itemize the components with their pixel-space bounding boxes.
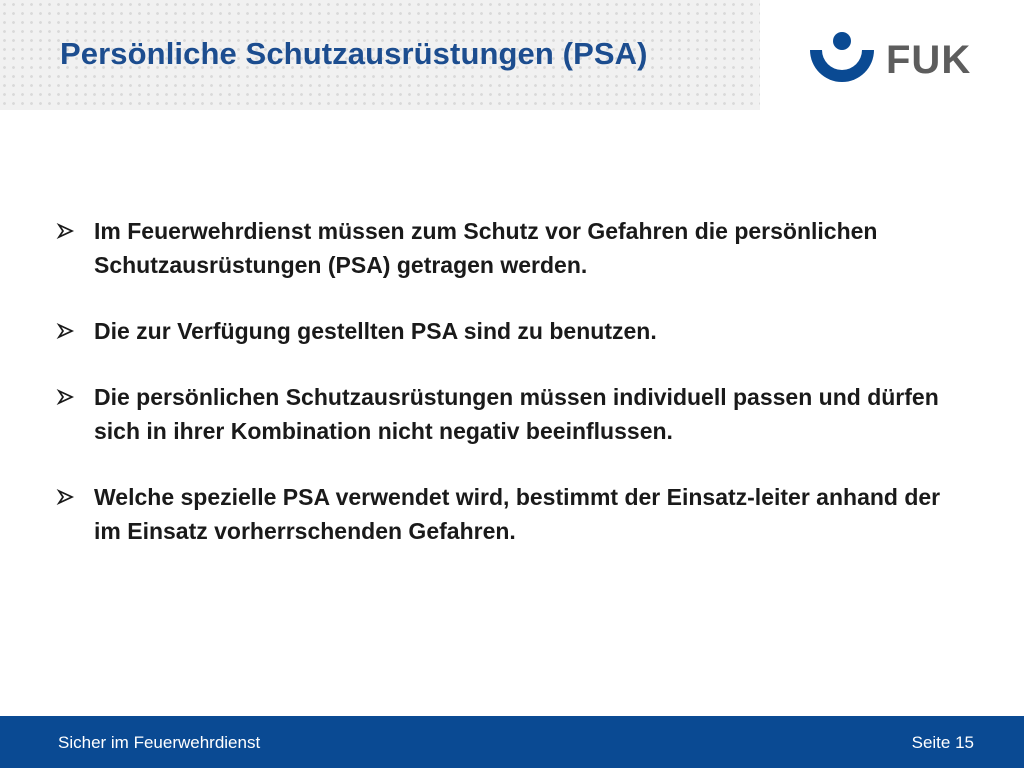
footer-text: Sicher im Feuerwehrdienst (58, 733, 261, 752)
bullet-list (56, 214, 956, 580)
fuk-logo (808, 30, 972, 90)
logo-text: FUK (886, 38, 972, 82)
arrow-bullet-icon (56, 489, 76, 505)
list-item (56, 214, 956, 282)
bullet-text: Im Feuerwehrdienst müssen zum Schutz vor Gefahren die persönlichen Schutzausrüstungen (PSA) getragen werden. (94, 218, 878, 278)
list-item (56, 314, 956, 348)
arrow-bullet-icon (56, 323, 76, 339)
bullet-text: Welche spezielle PSA verwendet wird, bestimmt der Einsatz-leiter anhand der im Einsatz vorherrschenden Gefahren. (94, 484, 941, 544)
arrow-bullet-icon (56, 223, 76, 239)
bullet-text: Die zur Verfügung gestellten PSA sind zu benutzen. (94, 318, 657, 344)
page-title: Persönliche Schutzausrüstungen (PSA) (60, 36, 648, 71)
list-item (56, 380, 956, 448)
arrow-bullet-icon (56, 389, 76, 405)
list-item (56, 480, 956, 548)
bullet-text: Die persönlichen Schutzausrüstungen müssen individuell passen und dürfen sich in ihrer Kombination nicht negativ beeinflussen. (94, 384, 939, 444)
footer (0, 716, 1024, 768)
fuk-logo-icon (808, 30, 876, 84)
page-number: Seite 15 (911, 733, 974, 752)
